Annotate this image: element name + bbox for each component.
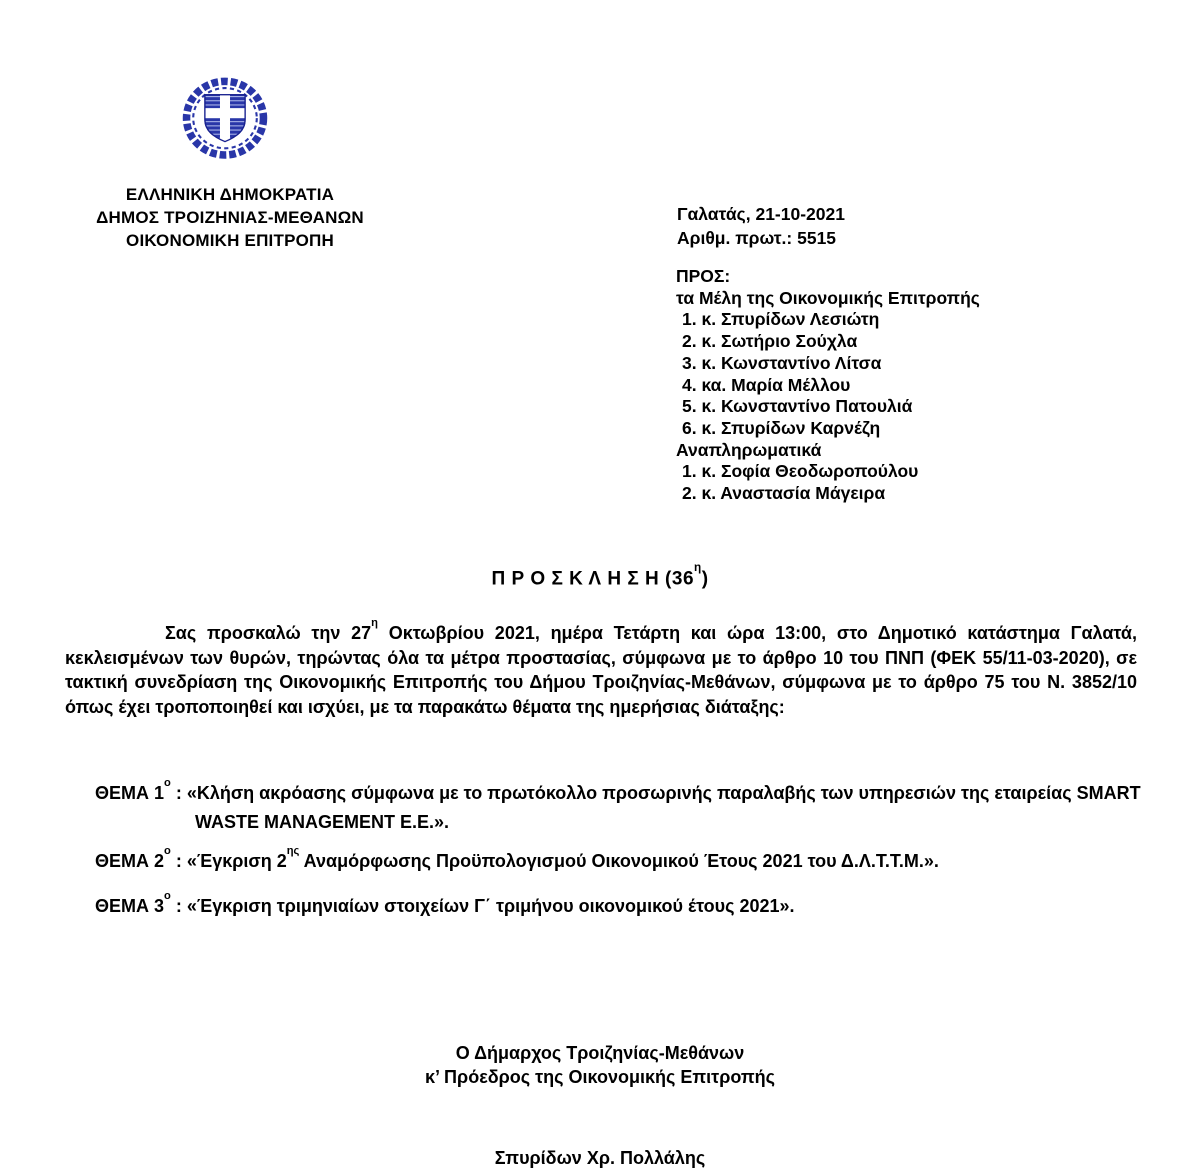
agenda-3-text: «Έγκριση τριμηνιαίων στοιχείων Γ΄ τριμήνου οικονομικού έτους 2021».	[186, 896, 795, 916]
substitute-item: 2. κ. Αναστασία Μάγειρα	[682, 483, 886, 504]
invitation-body	[65, 617, 1137, 719]
recipients-block	[676, 266, 980, 505]
agenda-2-text: «Έγκριση 2	[186, 851, 287, 871]
substitutes-label: Αναπληρωματικά	[676, 439, 822, 460]
agenda-1-label-sup: ο	[164, 777, 171, 790]
substitute-item: 1. κ. Σοφία Θεοδωροπούλου	[682, 461, 919, 482]
agenda-3-label-sup: ο	[164, 890, 171, 903]
agenda-3-label: ΘΕΜΑ 3	[95, 896, 165, 916]
org-line-municipality: ΔΗΜΟΣ ΤΡΟΙΖΗΝΙΑΣ-ΜΕΘΑΝΩΝ	[96, 208, 364, 227]
title-number-sup: η	[694, 561, 702, 575]
agenda-2-label: ΘΕΜΑ 2	[95, 851, 165, 871]
greek-coat-of-arms-icon	[179, 74, 271, 164]
member-item: 3. κ. Κωνσταντίνο Λίτσα	[682, 352, 882, 373]
title-number-close: )	[701, 568, 709, 590]
closing-titles	[0, 1041, 1200, 1089]
mayor-title-line: Ο Δήμαρχος Τροιζηνίας-Μεθάνων	[455, 1043, 745, 1063]
protocol-number: Αριθμ. πρωτ.: 5515	[677, 228, 837, 248]
member-item: 5. κ. Κωνσταντίνο Πατουλιά	[682, 396, 913, 417]
intro-post: Οκτωβρίου 2021, ημέρα Τετάρτη και ώρα 13:00, στο Δημοτικό κατάστημα Γαλατά, κεκλεισμένων των θυρών, τηρώντας όλα τα μέτρα προστασίας, σύμφωνα με το άρθρο 10 του ΠΝΠ (ΦΕΚ 55/11-03-2020), σε τακτική συνεδρίαση της Οικονομικής Επιτροπής του Δήμου Τροιζηνίας-Μεθάνων, σύμφωνα με το άρθρο 75 του Ν. 3852/10 όπως έχει τροποποιηθεί και ισχύει, με τα παρακάτω θέματα της ημερήσιας διάταξης:	[65, 623, 1137, 717]
member-item: 4. κα. Μαρία Μέλλου	[682, 374, 851, 395]
title-text: Π Ρ Ο Σ Κ Λ Η Σ Η	[491, 568, 660, 590]
issuing-authority	[48, 183, 412, 252]
agenda-3-sep: :	[170, 896, 187, 916]
to-line: τα Μέλη της Οικονομικής Επιτροπής	[676, 287, 980, 308]
agenda-1-text: «Κλήση ακρόασης σύμφωνα με το πρωτόκολλο προσωρινής παραλαβής των υπηρεσιών της εταιρείας SMART WASTE MANAGEMENT Ε.Ε.».	[186, 783, 1141, 832]
agenda-item-1	[95, 777, 1200, 835]
agenda-2-sep: :	[170, 851, 187, 871]
member-item: 1. κ. Σπυρίδων Λεσιώτη	[682, 309, 880, 330]
org-line-committee: ΟΙΚΟΝΟΜΙΚΗ ΕΠΙΤΡΟΠΗ	[126, 231, 334, 250]
to-label: ΠΡΟΣ:	[676, 266, 731, 286]
agenda-1-label: ΘΕΜΑ 1	[95, 783, 165, 803]
document-meta	[677, 202, 845, 250]
agenda-2-label-sup: ο	[164, 845, 171, 858]
org-line-republic: ΕΛΛΗΝΙΚΗ ΔΗΜΟΚΡΑΤΙΑ	[125, 185, 335, 204]
agenda-2-text-sup: ης	[286, 845, 300, 858]
agenda-1-sep: :	[170, 783, 187, 803]
member-item: 6. κ. Σπυρίδων Καρνέζη	[682, 417, 881, 438]
signatory-name: Σπυρίδων Χρ. Πολλάλης	[494, 1148, 706, 1168]
president-title-line: κ’ Πρόεδρος της Οικονομικής Επιτροπής	[425, 1067, 775, 1087]
intro-sup: η	[371, 617, 378, 630]
agenda-item-3	[95, 890, 1200, 919]
document-title	[0, 563, 1200, 590]
agenda-item-2	[95, 845, 1200, 874]
agenda-2-text-post: Αναμόρφωσης Προϋπολογισμού Οικονομικού Έτους 2021 του Δ.Λ.Τ.Τ.Μ.».	[299, 851, 939, 871]
member-item: 2. κ. Σωτήριο Σούχλα	[682, 331, 858, 352]
place-date: Γαλατάς, 21-10-2021	[677, 204, 845, 224]
title-number-open: (36	[659, 568, 695, 590]
intro-pre: Σας προσκαλώ την 27	[165, 623, 372, 643]
